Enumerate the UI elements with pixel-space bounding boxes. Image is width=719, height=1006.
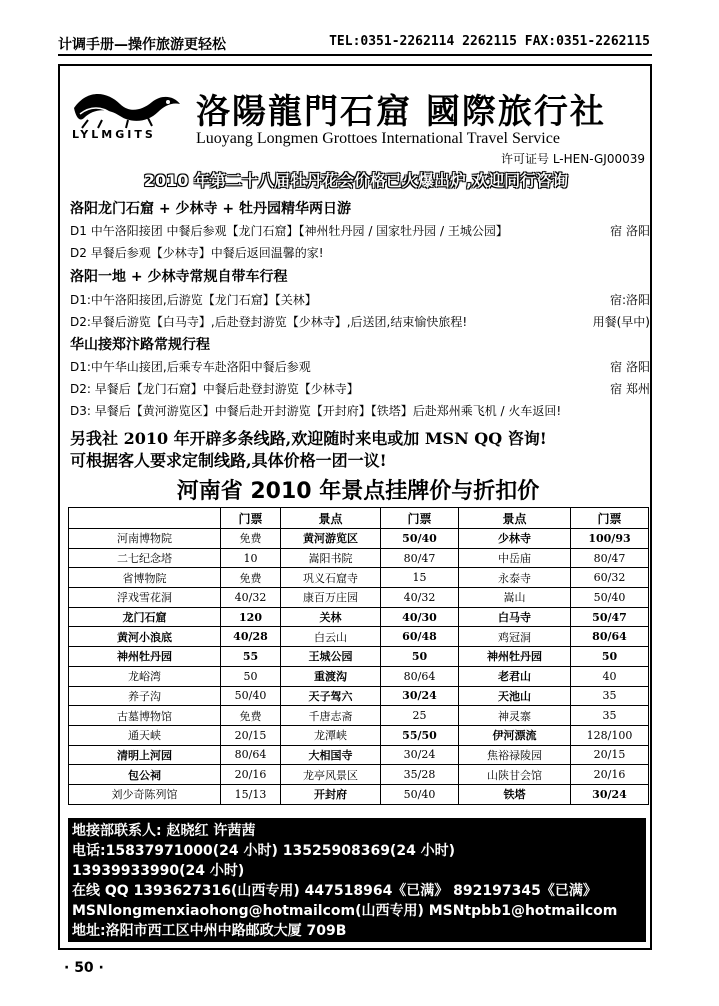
table-cell-price: 40 bbox=[571, 666, 649, 686]
logo-lettering: LYLMGITS bbox=[72, 128, 156, 141]
table-cell-price: 20/15 bbox=[571, 745, 649, 765]
table-cell-site: 焦裕禄陵园 bbox=[459, 745, 571, 765]
route-line-stay: 宿 洛阳 bbox=[610, 360, 650, 374]
table-cell-price: 40/32 bbox=[221, 588, 281, 608]
table-cell-price: 35 bbox=[571, 706, 649, 726]
table-cell-site: 天子驾六 bbox=[281, 686, 381, 706]
table-row bbox=[69, 588, 649, 608]
table-cell-site: 重渡沟 bbox=[281, 666, 381, 686]
table-cell-price: 10 bbox=[221, 548, 281, 568]
table-cell-site: 龙亭风景区 bbox=[281, 765, 381, 785]
route-line bbox=[70, 291, 650, 308]
table-row bbox=[69, 568, 649, 588]
table-cell-site: 大相国寺 bbox=[281, 745, 381, 765]
table-row bbox=[69, 607, 649, 627]
header-contact: TEL:0351-2262114 2262115 FAX:0351-2262115 bbox=[329, 34, 650, 49]
table-cell-site: 山陕甘会馆 bbox=[459, 765, 571, 785]
table-cell-site: 王城公园 bbox=[281, 647, 381, 667]
table-row bbox=[69, 627, 649, 647]
table-cell-price: 120 bbox=[221, 607, 281, 627]
table-cell-price: 80/64 bbox=[221, 745, 281, 765]
table-cell-price: 40/28 bbox=[221, 627, 281, 647]
header-title: 计调手册—操作旅游更轻松 bbox=[58, 37, 226, 53]
table-cell-site: 浮戏雪花洞 bbox=[69, 588, 221, 608]
route-line bbox=[70, 380, 650, 397]
route-line-text: D3: 早餐后【黄河游览区】中餐后赴开封游览【开封府】【铁塔】后赴郑州乘飞机 / 火车返回! bbox=[70, 404, 562, 418]
route-line-text: D2: 早餐后【龙门石窟】中餐后赴登封游览【少林寺】 bbox=[70, 382, 359, 396]
table-cell-price: 128/100 bbox=[571, 725, 649, 745]
table-cell-site: 河南博物院 bbox=[69, 529, 221, 549]
table-cell-site: 通天峡 bbox=[69, 725, 221, 745]
table-cell-price: 30/24 bbox=[381, 686, 459, 706]
table-cell-site: 养子沟 bbox=[69, 686, 221, 706]
table-cell-site: 刘少奇陈列馆 bbox=[69, 784, 221, 804]
page-header bbox=[58, 34, 650, 54]
table-row bbox=[69, 745, 649, 765]
table-cell-site: 龙潭峡 bbox=[281, 725, 381, 745]
route-line-stay: 用餐(早中) bbox=[592, 315, 650, 329]
table-cell-site: 少林寺 bbox=[459, 529, 571, 549]
table-cell-price: 50/40 bbox=[381, 784, 459, 804]
table-cell-price: 20/16 bbox=[221, 765, 281, 785]
table-cell-site: 老君山 bbox=[459, 666, 571, 686]
route-line-stay: 宿 洛阳 bbox=[610, 224, 650, 238]
table-cell-price: 15 bbox=[381, 568, 459, 588]
table-cell-site: 嵩阳书院 bbox=[281, 548, 381, 568]
company-name-en: Luoyang Longmen Grottoes International Travel Service bbox=[196, 130, 560, 147]
table-cell-site: 清明上河园 bbox=[69, 745, 221, 765]
table-cell-site: 巩义石窟寺 bbox=[281, 568, 381, 588]
table-cell-site: 龙峪湾 bbox=[69, 666, 221, 686]
table-cell-price: 30/24 bbox=[571, 784, 649, 804]
table-cell-price: 30/24 bbox=[381, 745, 459, 765]
table-cell-site: 关林 bbox=[281, 607, 381, 627]
table-header-cell: 门票 bbox=[381, 508, 459, 529]
table-cell-site: 黄河小浪底 bbox=[69, 627, 221, 647]
route-line bbox=[70, 244, 650, 261]
table-cell-price: 50/40 bbox=[571, 588, 649, 608]
note-line: 另我社 2010 年开辟多条线路,欢迎随时来电或加 MSN QQ 咨询! bbox=[70, 429, 547, 448]
table-cell-price: 50/40 bbox=[221, 686, 281, 706]
table-cell-price: 100/93 bbox=[571, 529, 649, 549]
table-cell-price: 40/30 bbox=[381, 607, 459, 627]
table-row bbox=[69, 725, 649, 745]
table-cell-site: 嵩山 bbox=[459, 588, 571, 608]
table-cell-price: 35 bbox=[571, 686, 649, 706]
table-cell-site: 铁塔 bbox=[459, 784, 571, 804]
route-line-text: D1 中午洛阳接团 中餐后参观【龙门石窟】【神州牡丹园 / 国家牡丹园 / 王城公园】 bbox=[70, 224, 508, 238]
table-header-cell: 门票 bbox=[221, 508, 281, 529]
table-cell-site: 二七纪念塔 bbox=[69, 548, 221, 568]
table-cell-site: 黄河游览区 bbox=[281, 529, 381, 549]
table-cell-price: 35/28 bbox=[381, 765, 459, 785]
table-cell-site: 省博物院 bbox=[69, 568, 221, 588]
table-row bbox=[69, 765, 649, 785]
table-cell-price: 20/16 bbox=[571, 765, 649, 785]
table-cell-site: 神州牡丹园 bbox=[459, 647, 571, 667]
table-cell-site: 开封府 bbox=[281, 784, 381, 804]
contact-box bbox=[68, 818, 646, 942]
table-cell-price: 55 bbox=[221, 647, 281, 667]
route-line bbox=[70, 358, 650, 375]
table-row bbox=[69, 647, 649, 667]
table-header-cell: 门票 bbox=[571, 508, 649, 529]
contact-msn: MSNlongmenxiaohong@hotmailcom(山西专用) MSNtpbb1@hotmailcom bbox=[72, 903, 618, 919]
table-cell-site: 白云山 bbox=[281, 627, 381, 647]
table-cell-price: 55/50 bbox=[381, 725, 459, 745]
route-line bbox=[70, 313, 650, 330]
route-line-stay: 宿 郑州 bbox=[610, 382, 650, 396]
table-header-cell: 景点 bbox=[281, 508, 381, 529]
table-cell-site: 千唐志斋 bbox=[281, 706, 381, 726]
table-cell-price: 15/13 bbox=[221, 784, 281, 804]
table-cell-price: 60/32 bbox=[571, 568, 649, 588]
table-cell-site: 中岳庙 bbox=[459, 548, 571, 568]
note-line: 可根据客人要求定制线路,具体价格一团一议! bbox=[70, 451, 387, 470]
table-cell-site: 白马寺 bbox=[459, 607, 571, 627]
route-line-stay: 宿:洛阳 bbox=[609, 293, 650, 307]
table-cell-price: 50 bbox=[571, 647, 649, 667]
route-line-text: D2:早餐后游览【白马寺】,后赴登封游览【少林寺】,后送团,结束愉快旅程! bbox=[70, 315, 468, 329]
table-row bbox=[69, 706, 649, 726]
table-cell-price: 免费 bbox=[221, 568, 281, 588]
route-title: 洛阳龙门石窟 + 少林寺 + 牡丹园精华两日游 bbox=[70, 201, 351, 217]
price-table-title: 河南省 2010 年景点挂牌价与折扣价 bbox=[176, 479, 540, 504]
table-cell-price: 40/32 bbox=[381, 588, 459, 608]
table-row bbox=[69, 784, 649, 804]
page-number: · 50 · bbox=[64, 960, 104, 976]
license-number: 许可证号 L-HEN-GJ00039 bbox=[501, 152, 645, 166]
table-cell-price: 50/47 bbox=[571, 607, 649, 627]
table-cell-price: 免费 bbox=[221, 706, 281, 726]
table-cell-site: 天池山 bbox=[459, 686, 571, 706]
table-cell-price: 50/40 bbox=[381, 529, 459, 549]
header-rule bbox=[58, 54, 652, 56]
table-cell-price: 20/15 bbox=[221, 725, 281, 745]
contact-qq: 在线 QQ 1393627316(山西专用) 447518964《已满》 892197345《已满》 bbox=[72, 883, 597, 899]
price-table bbox=[68, 507, 649, 805]
table-cell-price: 60/48 bbox=[381, 627, 459, 647]
table-cell-site: 古墓博物馆 bbox=[69, 706, 221, 726]
table-cell-site: 龙门石窟 bbox=[69, 607, 221, 627]
contact-people: 地接部联系人: 赵晓红 许茜茜 bbox=[72, 823, 256, 839]
table-row bbox=[69, 686, 649, 706]
table-header-row bbox=[69, 508, 649, 529]
table-cell-site: 永泰寺 bbox=[459, 568, 571, 588]
contact-phone: 电话:15837971000(24 小时) 13525908369(24 小时) bbox=[72, 843, 456, 859]
table-cell-price: 80/64 bbox=[571, 627, 649, 647]
route-line-text: D2 早餐后参观【少林寺】中餐后返回温馨的家! bbox=[70, 246, 324, 260]
table-cell-site: 神灵寨 bbox=[459, 706, 571, 726]
table-cell-site: 康百万庄园 bbox=[281, 588, 381, 608]
table-cell-price: 50 bbox=[381, 647, 459, 667]
table-header-cell bbox=[69, 508, 221, 529]
table-cell-price: 50 bbox=[221, 666, 281, 686]
table-cell-site: 包公祠 bbox=[69, 765, 221, 785]
contact-address: 地址:洛阳市西工区中州中路邮政大厦 709B bbox=[72, 923, 347, 939]
table-cell-price: 免费 bbox=[221, 529, 281, 549]
table-cell-price: 25 bbox=[381, 706, 459, 726]
table-row bbox=[69, 666, 649, 686]
table-header-cell: 景点 bbox=[459, 508, 571, 529]
company-name-cn: 洛陽龍門石窟 國際旅行社 bbox=[196, 92, 606, 132]
table-cell-price: 80/47 bbox=[381, 548, 459, 568]
table-cell-site: 伊河漂流 bbox=[459, 725, 571, 745]
route-title: 洛阳一地 + 少林寺常规自带车行程 bbox=[70, 269, 288, 285]
table-cell-site: 鸡冠洞 bbox=[459, 627, 571, 647]
route-line-text: D1:中午洛阳接团,后游览【龙门石窟】【关林】 bbox=[70, 293, 317, 307]
route-line bbox=[70, 222, 650, 239]
table-cell-site: 神州牡丹园 bbox=[69, 647, 221, 667]
promo-banner: 2010 年第二十八届牡丹花会价格已火爆出炉,欢迎同行咨询 bbox=[143, 171, 569, 190]
route-line-text: D1:中午华山接团,后乘专车赴洛阳中餐后参观 bbox=[70, 360, 311, 374]
route-title: 华山接郑汴路常规行程 bbox=[70, 337, 210, 353]
contact-phone-2: 13939933990(24 小时) bbox=[72, 863, 245, 879]
table-cell-price: 80/47 bbox=[571, 548, 649, 568]
table-row bbox=[69, 529, 649, 549]
route-line bbox=[70, 402, 650, 419]
table-cell-price: 80/64 bbox=[381, 666, 459, 686]
table-row bbox=[69, 548, 649, 568]
